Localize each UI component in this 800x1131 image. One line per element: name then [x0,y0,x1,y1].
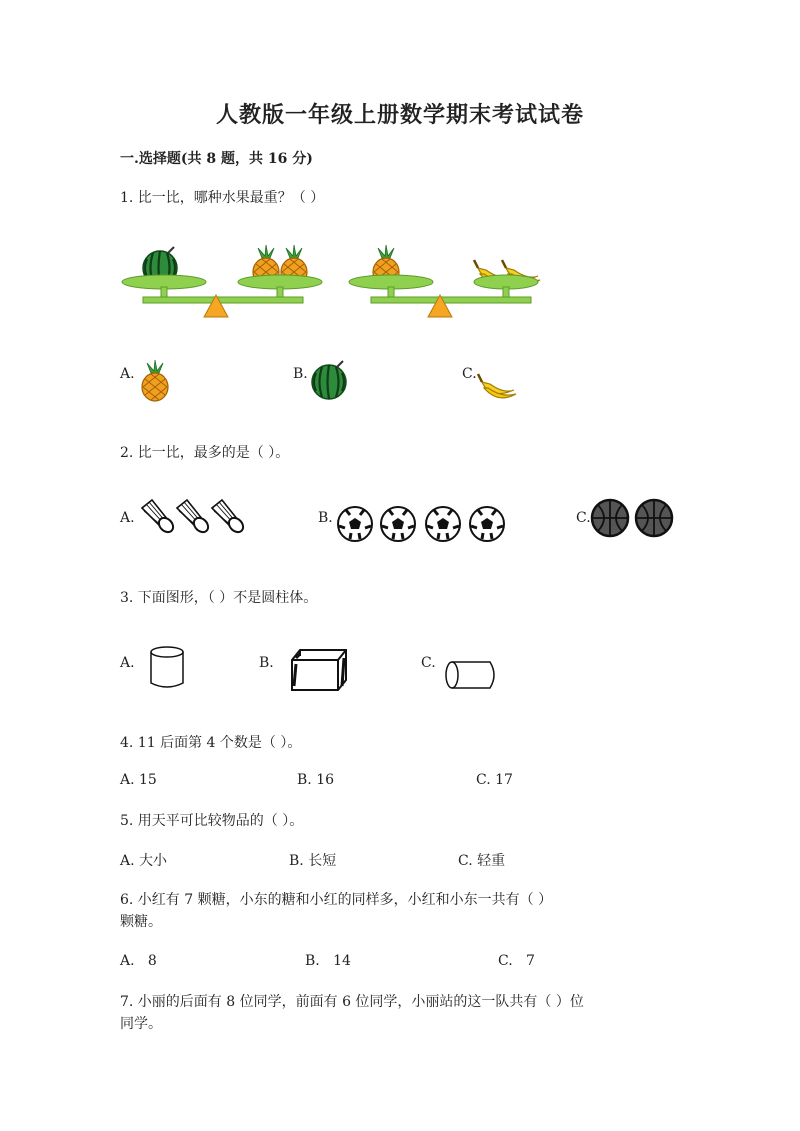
banana-icon [476,368,521,408]
q2-option-b: B. [318,510,333,526]
question-2-text: 2. 比一比，最多的是（ ）。 [120,445,290,461]
q3-option-a: A. [120,655,135,671]
lying-cylinder-icon [440,658,502,692]
q1-option-a: A. [120,366,135,382]
q2-option-a: A. [120,510,135,526]
q1-option-c: C. [462,366,477,382]
pineapple-icon [137,360,177,405]
q4-option-c: C. 17 [476,772,513,788]
q3-option-c: C. [421,655,436,671]
question-3-text: 3. 下面图形，（ ）不是圆柱体。 [120,590,318,606]
question-6-line2: 颗糖。 [120,914,162,930]
q4-option-b: B. 16 [297,772,335,788]
question-6-line1: 6. 小红有 7 颗糖，小东的糖和小红的同样多，小红和小东一共有（ ） [120,892,553,908]
question-5-text: 5. 用天平可比较物品的（ ）。 [120,813,304,829]
q5-option-a: A. 大小 [120,853,168,869]
prism-icon [288,646,353,694]
question-7-line1: 7. 小丽的后面有 8 位同学，前面有 6 位同学，小丽站的这一队共有（ ）位 [120,994,584,1010]
section-heading: 一.选择题(共 8 题，共 16 分) [120,151,313,167]
question-1-text: 1. 比一比，哪种水果最重？（ ） [120,190,325,206]
watermelon-icon [309,362,354,407]
q3-option-b: B. [259,655,274,671]
page-title: 人教版一年级上册数学期末考试试卷 [215,102,584,128]
cylinder-icon [146,645,191,693]
question-4-text: 4. 11 后面第 4 个数是（ ）。 [120,735,302,751]
q1-option-b: B. [293,366,308,382]
q5-option-b: B. 长短 [289,853,337,869]
shuttlecock-icon [136,495,256,545]
q4-option-a: A. 15 [120,772,157,788]
balance-scale-left [118,240,328,325]
q6-option-c: C. 7 [498,953,535,969]
basketball-icon [590,498,680,542]
balance-scale-right [346,240,556,325]
q6-option-b: B. 14 [305,953,351,969]
q6-option-a: A. 8 [120,953,157,969]
soccer-ball-icon [335,502,510,546]
q5-option-c: C. 轻重 [458,853,506,869]
q2-option-c: C. [576,510,591,526]
question-7-line2: 同学。 [120,1016,162,1032]
